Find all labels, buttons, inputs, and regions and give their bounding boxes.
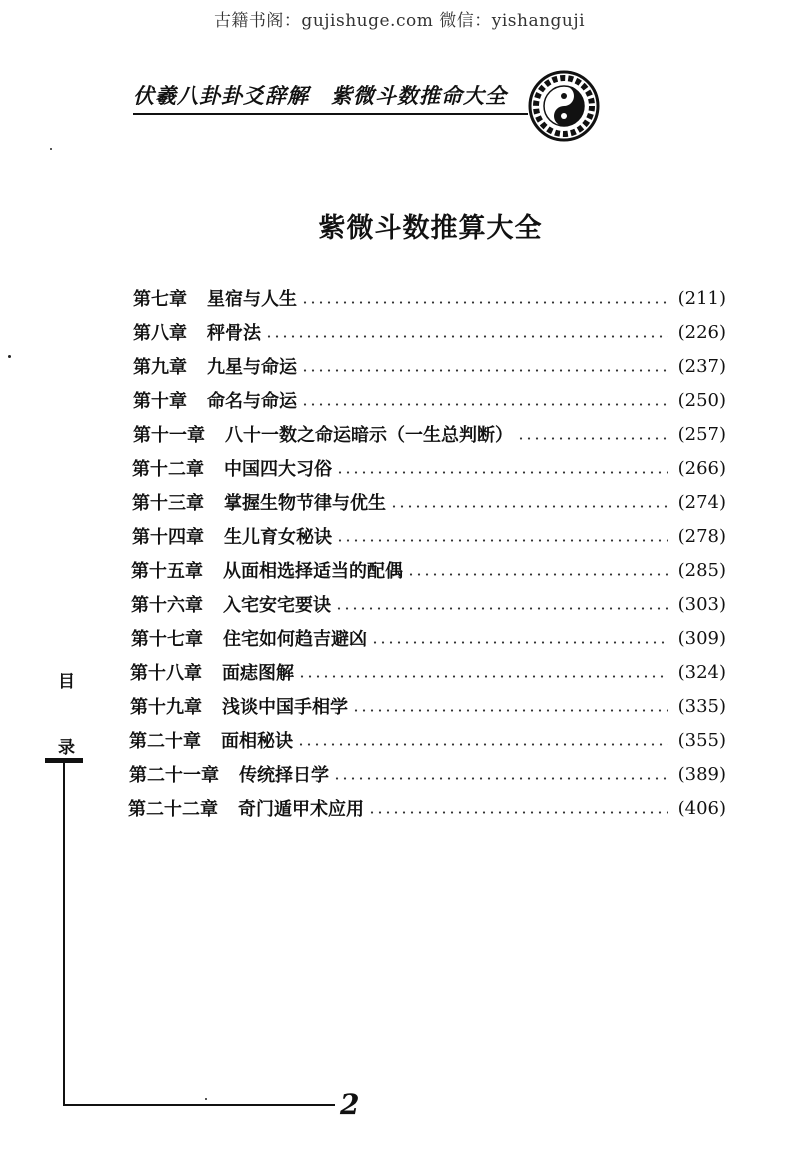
toc-chapter-title: 九星与命运	[207, 357, 297, 378]
toc-page-number: (406)	[677, 797, 726, 819]
toc-page-number: (278)	[677, 525, 726, 547]
toc-page-number: (274)	[677, 491, 726, 513]
toc-leader-dots	[368, 811, 668, 814]
toc-chapter-number: 第二十二章	[128, 799, 218, 820]
toc-chapter-number: 第十四章	[132, 527, 204, 548]
toc-entry	[133, 351, 726, 381]
toc-chapter-title: 生儿育女秘诀	[224, 527, 332, 548]
toc-page-number: (266)	[677, 457, 726, 479]
header-title-left: 伏羲八卦卦爻辞解	[133, 84, 309, 108]
toc-leader-dots	[517, 437, 668, 440]
toc-leader-dots	[336, 471, 668, 474]
toc-chapter-title: 面痣图解	[222, 663, 294, 684]
toc-entry	[131, 623, 726, 653]
toc-chapter-title: 星宿与人生	[207, 289, 297, 310]
toc-chapter-title: 秤骨法	[207, 323, 261, 344]
yin-yang-seal-icon	[528, 70, 600, 142]
toc-page-number: (303)	[677, 593, 726, 615]
toc-page-number: (285)	[677, 559, 726, 581]
toc-chapter-title: 浅谈中国手相学	[222, 697, 348, 718]
toc-chapter-number: 第七章	[133, 289, 187, 310]
toc-chapter-number: 第十八章	[130, 663, 202, 684]
toc-chapter-title: 命名与命运	[207, 391, 297, 412]
scan-speck	[8, 355, 11, 358]
scan-speck	[50, 148, 52, 150]
toc-page-number: (211)	[677, 287, 726, 309]
toc-leader-dots	[333, 777, 668, 780]
toc-entry	[130, 657, 726, 687]
toc-leader-dots	[371, 641, 668, 644]
toc-chapter-number: 第十六章	[131, 595, 203, 616]
toc-leader-dots	[298, 675, 668, 678]
header-title-right: 紫微斗数推命大全	[331, 84, 507, 108]
toc-entry	[130, 691, 726, 721]
toc-chapter-number: 第十七章	[131, 629, 203, 650]
toc-leader-dots	[297, 743, 668, 746]
toc-leader-dots	[336, 539, 668, 542]
toc-chapter-number: 第八章	[133, 323, 187, 344]
toc-entry	[129, 725, 726, 755]
toc-chapter-title: 掌握生物节律与优生	[224, 493, 386, 514]
toc-entry	[128, 793, 726, 823]
toc-entry	[133, 283, 726, 313]
toc-entry	[132, 521, 726, 551]
scan-speck	[205, 1098, 207, 1100]
header-rule	[133, 113, 528, 115]
toc-entry	[131, 555, 726, 585]
toc-entry	[131, 589, 726, 619]
toc-leader-dots	[301, 403, 668, 406]
side-label-lu: 录	[58, 738, 75, 758]
toc-entry	[132, 453, 726, 483]
toc-chapter-number: 第十九章	[130, 697, 202, 718]
toc-chapter-title: 八十一数之命运暗示（一生总判断）	[225, 425, 513, 446]
toc-page-number: (237)	[677, 355, 726, 377]
toc-leader-dots	[265, 335, 668, 338]
toc-chapter-number: 第十章	[133, 391, 187, 412]
toc-leader-dots	[390, 505, 668, 508]
toc-entry	[133, 317, 726, 347]
toc-chapter-number: 第十五章	[131, 561, 203, 582]
toc-chapter-number: 第十三章	[132, 493, 204, 514]
toc-entry	[133, 419, 726, 449]
toc-chapter-number: 第二十章	[129, 731, 201, 752]
side-vertical-rule	[63, 760, 65, 1106]
toc-page-number: (250)	[677, 389, 726, 411]
toc-page-number: (389)	[677, 763, 726, 785]
toc-entry	[129, 759, 726, 789]
toc-chapter-title: 奇门遁甲术应用	[238, 799, 364, 820]
toc-entry	[133, 385, 726, 415]
toc-leader-dots	[301, 369, 668, 372]
toc-leader-dots	[352, 709, 668, 712]
toc-page-number: (309)	[677, 627, 726, 649]
toc-page-number: (226)	[677, 321, 726, 343]
footer-rule	[63, 1104, 335, 1106]
toc-page-number: (335)	[677, 695, 726, 717]
toc-page-number: (324)	[677, 661, 726, 683]
section-title: 紫微斗数推算大全	[318, 213, 543, 244]
toc-chapter-title: 住宅如何趋吉避凶	[223, 629, 367, 650]
running-header	[133, 80, 507, 110]
page-number: 2	[340, 1088, 360, 1121]
toc-chapter-number: 第十二章	[132, 459, 204, 480]
toc-chapter-title: 从面相选择适当的配偶	[223, 561, 403, 582]
toc-chapter-title: 传统择日学	[239, 765, 329, 786]
side-label-mu: 目	[58, 672, 75, 692]
toc-leader-dots	[335, 607, 668, 610]
toc-chapter-title: 面相秘诀	[221, 731, 293, 752]
toc-page-number: (355)	[677, 729, 726, 751]
toc-chapter-number: 第十一章	[133, 425, 205, 446]
toc-chapter-number: 第九章	[133, 357, 187, 378]
toc-entry	[132, 487, 726, 517]
toc-leader-dots	[301, 301, 668, 304]
toc-chapter-title: 入宅安宅要诀	[223, 595, 331, 616]
toc-leader-dots	[407, 573, 668, 576]
toc-chapter-number: 第二十一章	[129, 765, 219, 786]
watermark-text: 古籍书阁：gujishuge.com 微信：yishanguji	[213, 11, 586, 31]
toc-chapter-title: 中国四大习俗	[224, 459, 332, 480]
toc-page-number: (257)	[677, 423, 726, 445]
